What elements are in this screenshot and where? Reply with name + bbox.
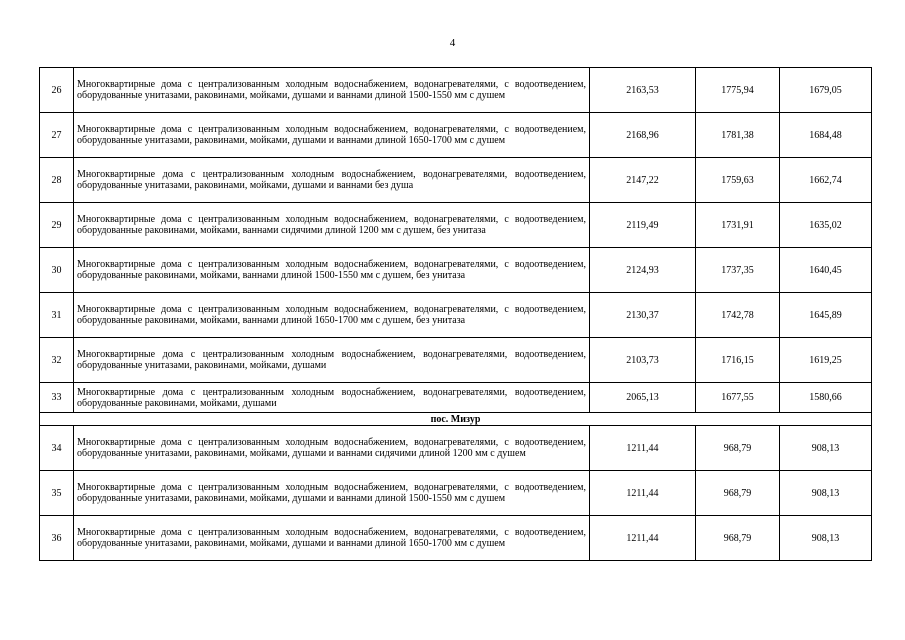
row-description: Многоквартирные дома с централизованным холодным водоснабжением, водонагревателями, с водоотведением, оборудованные унитазами, раковинами, мойками, душами и ваннами длиной 1650-1700 мм с душем <box>74 113 590 158</box>
section-row <box>40 413 872 426</box>
row-description: Многоквартирные дома с централизованным холодным водоснабжением, водонагревателями, водоотведением, оборудованные унитазами, раковинами, мойками, душами <box>74 338 590 383</box>
row-number: 28 <box>40 158 74 203</box>
table-row <box>40 516 872 561</box>
row-value-1: 1211,44 <box>590 426 696 471</box>
row-description: Многоквартирные дома с централизованным холодным водоснабжением, водонагревателями, с водоотведением, оборудованные раковинами, мойками, ваннами длиной 1500-1550 мм с душем, без унитаза <box>74 248 590 293</box>
row-value-1: 2119,49 <box>590 203 696 248</box>
row-description: Многоквартирные дома с централизованным холодным водоснабжением, водонагревателями, с водоотведением, оборудованные унитазами, раковинами, мойками, душами и ваннами длиной 1500-1550 мм с душем <box>74 471 590 516</box>
row-value-3: 1640,45 <box>780 248 872 293</box>
row-value-2: 1737,35 <box>696 248 780 293</box>
row-description: Многоквартирные дома с централизованным холодным водоснабжением, водонагревателями, с водоотведением, оборудованные унитазами, раковинами, мойками, душами и ваннами длиной 1500-1550 мм с душем <box>74 68 590 113</box>
row-number: 33 <box>40 383 74 413</box>
row-number: 31 <box>40 293 74 338</box>
row-number: 32 <box>40 338 74 383</box>
row-value-2: 1731,91 <box>696 203 780 248</box>
row-value-2: 968,79 <box>696 471 780 516</box>
row-value-1: 2163,53 <box>590 68 696 113</box>
row-value-3: 908,13 <box>780 471 872 516</box>
row-value-2: 1759,63 <box>696 158 780 203</box>
row-number: 29 <box>40 203 74 248</box>
row-value-1: 2168,96 <box>590 113 696 158</box>
row-value-1: 1211,44 <box>590 471 696 516</box>
row-description: Многоквартирные дома с централизованным холодным водоснабжением, водонагревателями, с водоотведением, оборудованные унитазами, раковинами, мойками, душами и ваннами сидячими длиной 1200 мм с душем <box>74 426 590 471</box>
row-value-1: 2147,22 <box>590 158 696 203</box>
row-value-2: 1716,15 <box>696 338 780 383</box>
row-value-3: 1645,89 <box>780 293 872 338</box>
row-value-3: 908,13 <box>780 516 872 561</box>
row-number: 34 <box>40 426 74 471</box>
page-number: 4 <box>449 37 456 49</box>
row-description: Многоквартирные дома с централизованным холодным водоснабжением, водонагревателями, с водоотведением, оборудованные раковинами, мойками, ваннами сидячими длиной 1200 мм с душем, без унитаза <box>74 203 590 248</box>
table-row <box>40 113 872 158</box>
row-value-3: 908,13 <box>780 426 872 471</box>
row-value-1: 2065,13 <box>590 383 696 413</box>
row-value-1: 2103,73 <box>590 338 696 383</box>
table-row <box>40 248 872 293</box>
row-value-3: 1679,05 <box>780 68 872 113</box>
row-value-2: 1781,38 <box>696 113 780 158</box>
table-row <box>40 68 872 113</box>
row-value-3: 1684,48 <box>780 113 872 158</box>
table-row <box>40 203 872 248</box>
row-value-1: 1211,44 <box>590 516 696 561</box>
row-value-2: 968,79 <box>696 516 780 561</box>
section-title: пос. Мизур <box>40 413 872 426</box>
row-value-2: 1742,78 <box>696 293 780 338</box>
row-value-2: 1677,55 <box>696 383 780 413</box>
row-value-3: 1580,66 <box>780 383 872 413</box>
row-value-1: 2124,93 <box>590 248 696 293</box>
table-row <box>40 338 872 383</box>
row-value-3: 1662,74 <box>780 158 872 203</box>
row-value-3: 1635,02 <box>780 203 872 248</box>
table-row <box>40 471 872 516</box>
row-value-2: 968,79 <box>696 426 780 471</box>
row-description: Многоквартирные дома с централизованным холодным водоснабжением, водонагревателями, с водоотведением, оборудованные раковинами, мойками, ваннами длиной 1650-1700 мм с душем, без унитаза <box>74 293 590 338</box>
row-description: Многоквартирные дома с централизованным холодным водоснабжением, водонагревателями, водоотведением, оборудованные раковинами, мойками, душами <box>74 383 590 413</box>
table-row <box>40 383 872 413</box>
row-description: Многоквартирные дома с централизованным холодным водоснабжением, водонагревателями, с водоотведением, оборудованные унитазами, раковинами, мойками, душами и ваннами длиной 1650-1700 мм с душем <box>74 516 590 561</box>
row-number: 26 <box>40 68 74 113</box>
table-row <box>40 426 872 471</box>
row-number: 35 <box>40 471 74 516</box>
table-row <box>40 293 872 338</box>
row-number: 30 <box>40 248 74 293</box>
table-row <box>40 158 872 203</box>
row-value-3: 1619,25 <box>780 338 872 383</box>
row-value-1: 2130,37 <box>590 293 696 338</box>
row-number: 27 <box>40 113 74 158</box>
row-value-2: 1775,94 <box>696 68 780 113</box>
row-description: Многоквартирные дома с централизованным холодным водоснабжением, водонагревателями, водоотведением, оборудованные унитазами, раковинами, мойками, душами и ваннами без душа <box>74 158 590 203</box>
row-number: 36 <box>40 516 74 561</box>
tariff-table <box>39 67 872 561</box>
